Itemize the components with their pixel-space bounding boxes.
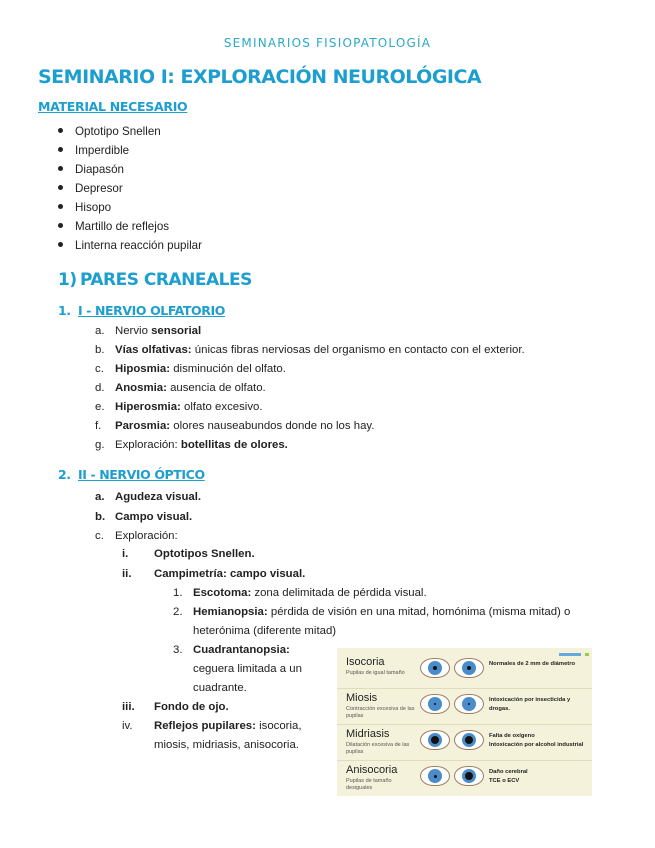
list-item: c. Hiposmia: disminución del olfato. <box>95 363 286 375</box>
eye-icon <box>454 766 484 786</box>
pupil-row-subtitle: Dilatación excesiva de las pupilas <box>346 742 410 755</box>
subsection-nervio-optico: 2. II - NERVIO ÓPTICO <box>58 467 205 482</box>
pupil-row-title: Anisocoria <box>346 764 398 776</box>
pupil-row-subtitle: Pupilas de tamaño desiguales <box>346 778 392 791</box>
list-item: Optotipo Snellen <box>58 125 161 138</box>
list-item: Imperdible <box>58 144 129 157</box>
pupil-row-description: Falta de oxígeno Intoxicación por alcohol industrial <box>489 733 584 748</box>
list-item: b. Campo visual. <box>95 511 193 523</box>
bullet-icon <box>58 204 63 209</box>
list-item: iii. Fondo de ojo. <box>122 701 229 713</box>
pupil-reflex-figure <box>337 648 592 796</box>
list-item: Linterna reacción pupilar <box>58 239 202 252</box>
list-item: i. Optotipos Snellen. <box>122 548 255 560</box>
eye-icon <box>454 658 484 678</box>
bullet-icon <box>58 185 63 190</box>
list-item: d. Anosmia: ausencia de olfato. <box>95 382 266 394</box>
pupil-row-title: Miosis <box>346 692 378 704</box>
pupil-row-anisocoria <box>337 760 592 796</box>
pupil-row-title: Midriasis <box>346 728 390 740</box>
list-item: 2. Hemianopsia: pérdida de visión en una mitad, homónima (misma mitad) o <box>173 606 571 618</box>
pupil-mark <box>433 666 437 670</box>
pupil-row-description: Intoxicación por insecticida y drogas. <box>489 697 571 712</box>
list-item: Hisopo <box>58 201 111 214</box>
list-item: ii. Campimetría: campo visual. <box>122 568 306 580</box>
pupil-row-description: Daño cerebral TCE o ECV <box>489 769 528 784</box>
bullet-icon <box>58 128 63 133</box>
list-item: g. Exploración: botellitas de olores. <box>95 439 288 451</box>
list-item: c. Exploración: <box>95 530 178 542</box>
list-item: 1. Escotoma: zona delimitada de pérdida visual. <box>173 587 427 599</box>
pupil-row-isocoria <box>337 652 592 688</box>
list-item: Depresor <box>58 182 123 195</box>
pupil-mark <box>465 772 473 780</box>
page-title: SEMINARIO I: EXPLORACIÓN NEUROLÓGICA <box>38 66 482 88</box>
section-heading-pares-craneales: 1) PARES CRANEALES <box>58 270 252 290</box>
list-item: f. Parosmia: olores nauseabundos donde no los hay. <box>95 420 375 432</box>
list-item: b. Vías olfativas: únicas fibras nerviosas del organismo en contacto con el exterior. <box>95 344 525 356</box>
pupil-mark <box>431 736 439 744</box>
eye-icon <box>454 730 484 750</box>
eye-icon <box>420 658 450 678</box>
pupil-mark <box>434 703 436 705</box>
pupil-row-title: Isocoria <box>346 656 385 668</box>
pupil-mark <box>468 703 470 705</box>
eye-icon <box>420 730 450 750</box>
pupil-mark <box>467 666 471 670</box>
list-item-continuation: cuadrante. <box>193 682 247 694</box>
list-item: 3. Cuadrantanopsia: <box>173 644 290 656</box>
material-heading: MATERIAL NECESARIO <box>38 99 188 114</box>
pupil-row-midriasis <box>337 724 592 760</box>
list-item-continuation: heterónima (diferente mitad) <box>193 625 337 637</box>
list-item: iv. Reflejos pupilares: isocoria, <box>122 720 302 732</box>
page-header: SEMINARIOS FISIOPATOLOGÍA <box>223 36 432 50</box>
eye-icon <box>420 694 450 714</box>
pupil-mark <box>465 736 473 744</box>
bullet-icon <box>58 223 63 228</box>
bullet-icon <box>58 242 63 247</box>
pupil-mark <box>434 775 437 778</box>
bullet-icon <box>58 166 63 171</box>
list-item: a. Nervio sensorial <box>95 325 202 337</box>
pupil-row-subtitle: Pupilas de igual tamaño <box>346 670 405 676</box>
eye-icon <box>454 694 484 714</box>
eye-icon <box>420 766 450 786</box>
list-item: a. Agudeza visual. <box>95 491 202 503</box>
pupil-row-subtitle: Contracción excesiva de las pupilas <box>346 706 415 719</box>
list-item: Martillo de reflejos <box>58 220 169 233</box>
subsection-nervio-olfatorio: 1. I - NERVIO OLFATORIO <box>58 303 225 318</box>
list-item-continuation: miosis, midriasis, anisocoria. <box>154 739 299 751</box>
bullet-icon <box>58 147 63 152</box>
list-item: Diapasón <box>58 163 124 176</box>
list-item: e. Hiperosmia: olfato excesivo. <box>95 401 263 413</box>
pupil-row-description: Normales de 2 mm de diámetro <box>489 661 576 667</box>
pupil-row-miosis <box>337 688 592 724</box>
list-item-continuation: ceguera limitada a un <box>193 663 302 675</box>
